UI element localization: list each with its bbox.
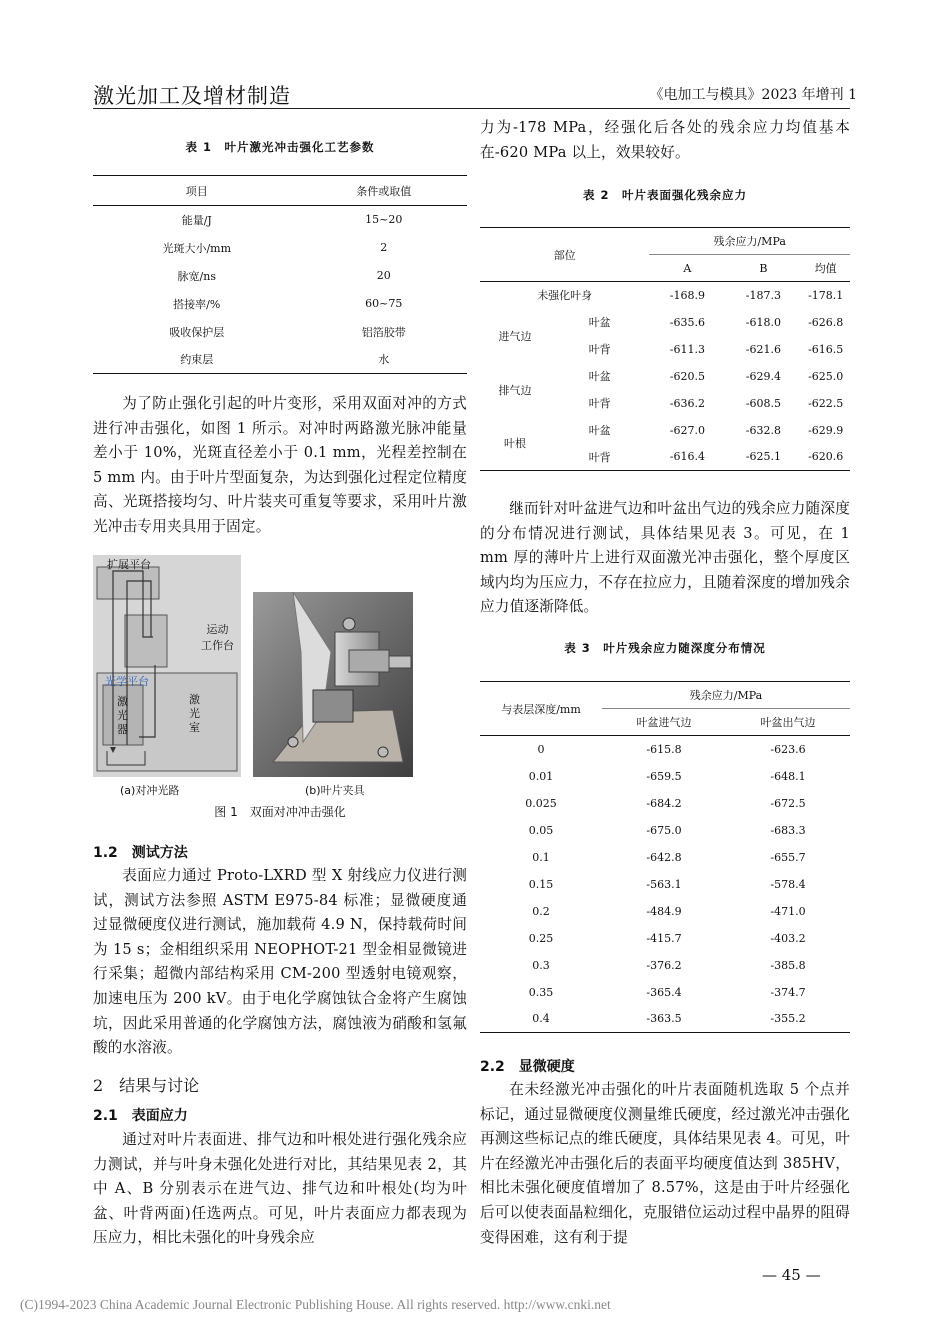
table3-cell-value: -376.2 (646, 958, 682, 972)
table2-header-stress: 残余应力/MPa (649, 228, 850, 255)
table1-cell-item: 吸收保护层 (169, 325, 225, 339)
table3-row (480, 736, 850, 763)
table3-cell-depth: 0.4 (532, 1012, 550, 1026)
table3-cell-value: -642.8 (646, 850, 682, 864)
table2-cell-value: -625.0 (808, 369, 844, 383)
table1-cell-value: 60~75 (365, 297, 403, 310)
table2-cell-value: -608.5 (745, 396, 781, 410)
table2-cell-value: -636.2 (669, 396, 705, 410)
table3-cell-depth: 0.025 (525, 796, 557, 810)
table1-row (93, 318, 467, 346)
section-2-2-title: 2.2 显微硬度 (480, 1059, 575, 1075)
table3-cell-value: -675.0 (646, 823, 682, 837)
page-number: — 45 — (762, 1266, 821, 1284)
table2-cell-group: 进气边 (498, 329, 532, 343)
table3-cell-depth: 0.3 (532, 958, 550, 972)
table2-cell-value: -632.8 (745, 423, 781, 437)
table3-cell-depth: 0.15 (528, 877, 554, 891)
table2-row (480, 309, 850, 336)
running-header-left: 激光加工及增材制造 (93, 84, 291, 108)
table2-cell-value: -622.5 (808, 396, 844, 410)
table1-row (93, 262, 467, 290)
table3-cell-value: -684.2 (646, 796, 682, 810)
motion-stage-box (125, 615, 167, 667)
table3-header-outlet: 叶盆出气边 (760, 716, 816, 729)
table2-cell-value: -616.4 (669, 450, 705, 464)
table3-cell-value: -385.8 (770, 958, 806, 972)
table2-cell-side: 叶背 (588, 397, 611, 410)
copyright-footer: (C)1994-2023 China Academic Journal Electronic Publishing House. All rights reserved. http://www.cnki.net (20, 1297, 611, 1312)
table2-header-a: A (683, 261, 692, 275)
table3-cell-depth: 0.1 (532, 850, 550, 864)
table2-cell-value: -611.3 (669, 342, 705, 356)
table3-row (480, 790, 850, 817)
table3-row (480, 898, 850, 925)
label-optical-platform: 光学平台 (105, 675, 149, 688)
table1-row (93, 234, 467, 262)
table3-row (480, 979, 850, 1006)
table2-cell-side: 叶背 (588, 450, 611, 464)
table3-cell-value: -363.5 (646, 1012, 682, 1026)
table2-cell-side: 叶盆 (588, 316, 611, 329)
table1-cell-item: 能量/J (181, 213, 212, 227)
table3-cell-depth: 0.01 (528, 769, 554, 783)
figure1b-photo (253, 592, 413, 777)
header-rule (93, 108, 850, 109)
table3-cell-depth: 0.25 (528, 931, 554, 945)
paragraph-fixture: 为了防止强化引起的叶片变形，采用双面对冲的方式进行冲击强化，如图 1 所示。对冲时两路激光脉冲能量差小于 10%，光斑直径差小于 0.1 mm，光程差控制在 5 mm 内。由于叶片型面复杂，为达到强化过程定位精度高、光斑搭接均匀、叶片装夹可重复等要求，采用叶片激光冲击专用夹具用于固定。 (93, 395, 467, 535)
table3-cell-depth: 0.35 (528, 985, 554, 999)
table3-cell-value: -659.5 (646, 769, 682, 783)
table3-row (480, 925, 850, 952)
table3-cell-value: -563.1 (646, 877, 682, 891)
blade-fixture-photo (253, 592, 413, 777)
figure1-caption: 图 1 双面对冲冲击强化 (214, 805, 346, 819)
table2-cell-value: -618.0 (745, 315, 781, 329)
table1-row (93, 290, 467, 318)
table3-cell-value: -648.1 (770, 769, 806, 783)
table3-cell-value: -403.2 (770, 931, 806, 945)
section-2-2-text: 在未经激光冲击强化的叶片表面随机选取 5 个点并标记，通过显微硬度仪测量维氏硬度，经过激光冲击强化再测这些标记点的维氏硬度，具体结果见表 4。可见，叶片在经激光冲击强化后的表面平均硬度值达到 385HV，相比未强化硬度值增加了 8.57%，这是由于叶片经强化后可以使表面晶粒细化，克服错位运动过程中晶界的阻碍变得困难，这有利于提 (480, 1081, 850, 1246)
table3-row (480, 817, 850, 844)
table2-caption: 表 2 叶片表面强化残余应力 (582, 188, 747, 202)
label-laser-room: 激 光 室 (189, 693, 200, 734)
table1-header-item: 项目 (185, 184, 208, 198)
table2-cell-value: -635.6 (669, 315, 705, 329)
table3-row (480, 1006, 850, 1033)
table2-header-b: B (759, 261, 768, 275)
table2-cell-group: 叶根 (504, 437, 526, 451)
table1 (93, 175, 467, 374)
table2-row (480, 417, 850, 444)
table3-row (480, 871, 850, 898)
table3-cell-value: -578.4 (770, 877, 806, 891)
table2-cell-part: 未强化叶身 (537, 289, 593, 303)
table2-cell-group: 排气边 (498, 383, 532, 397)
optical-path-diagram (93, 555, 241, 777)
table2 (480, 227, 850, 471)
table3-cell-value: -355.2 (770, 1012, 806, 1026)
table2-cell-value: -620.6 (808, 450, 844, 464)
table1-cell-item: 光斑大小/mm (162, 241, 232, 255)
label-expand-platform: 扩展平台 (107, 558, 151, 571)
table3-cell-value: -615.8 (646, 742, 682, 756)
section-2-title: 2 结果与讨论 (93, 1076, 200, 1095)
table2-cell-value: -625.1 (745, 450, 781, 464)
figure1b-label: (b)叶片夹具 (305, 784, 365, 797)
table3-caption: 表 3 叶片残余应力随深度分布情况 (564, 641, 766, 655)
table3-header-stress: 残余应力/MPa (602, 682, 850, 709)
label-motion-stage: 运动 工作台 (201, 623, 234, 652)
table2-cell-side: 叶盆 (588, 424, 611, 437)
table3-cell-value: -374.7 (770, 985, 806, 999)
table3 (480, 681, 850, 1033)
table1-row (93, 206, 467, 234)
right-para-depth: 继而针对叶盆进气边和叶盆出气边的残余应力随深度的分布情况进行测试，具体结果见表 3。可见，在 1 mm 厚的薄叶片上进行双面激光冲击强化，整个厚度区域内均为压应力，不存在拉应力，且随着深度的增加残余应力值逐渐降低。 (480, 500, 850, 616)
table2-row (480, 282, 850, 309)
table3-cell-value: -365.4 (646, 985, 682, 999)
table2-cell-value: -629.9 (808, 423, 844, 437)
table2-cell-value: -620.5 (669, 369, 705, 383)
table3-row (480, 763, 850, 790)
table3-row (480, 952, 850, 979)
table2-cell-side: 叶背 (588, 343, 611, 356)
table3-cell-depth: 0.2 (532, 904, 550, 918)
table2-cell-value: -629.4 (745, 369, 781, 383)
label-laser: 激 光 器 (117, 695, 128, 736)
table2-cell-value: -616.5 (808, 342, 844, 356)
figure1a-label: (a)对冲光路 (120, 784, 180, 797)
table2-cell-value: -168.9 (669, 288, 705, 302)
table1-cell-value: 水 (378, 353, 390, 367)
table3-cell-value: -623.6 (770, 742, 806, 756)
table3-header-inlet: 叶盆进气边 (636, 716, 692, 729)
table3-row (480, 844, 850, 871)
running-header-right: 《电加工与模具》2023 年增刊 1 (649, 87, 857, 103)
table2-cell-value: -187.3 (745, 288, 781, 302)
table2-header-part: 部位 (480, 228, 649, 282)
table3-cell-value: -471.0 (770, 904, 806, 918)
figure1a-diagram (93, 555, 241, 777)
right-top-text: 力为-178 MPa，经强化后各处的残余应力均值基本在-620 MPa 以上，效果较好。 (480, 119, 850, 161)
table1-cell-item: 搭接率/% (173, 297, 221, 311)
table1-cell-value: 铝箔胶带 (361, 325, 406, 339)
table3-cell-depth: 0.05 (528, 823, 554, 837)
table3-cell-value: -655.7 (770, 850, 806, 864)
section-1-2-text: 表面应力通过 Proto-LXRD 型 X 射线应力仪进行测试，测试方法参照 ASTM E975-84 标准；显微硬度通过显微硬度仪进行测试，施加载荷 4.9 N，保持载荷时间为 15 s；金相组织采用 NEOPHOT-21 型金相显微镜进行采集；超微内部结构采用 CM-200 型透射电镜观察，加速电压为 200 kV。由于电化学腐蚀钛合金将产生腐蚀坑，因此采用普通的化学腐蚀方法，腐蚀液为硝酸和氢氟酸的水溶液。 (93, 867, 467, 1057)
table3-header-depth: 与表层深度/mm (480, 682, 602, 736)
table2-cell-value: -621.6 (745, 342, 781, 356)
table3-cell-value: -415.7 (646, 931, 682, 945)
table1-row (93, 346, 467, 374)
table3-cell-depth: 0 (537, 742, 545, 756)
table1-header-value: 条件或取值 (356, 184, 412, 198)
table1-cell-item: 脉宽/ns (177, 269, 216, 283)
table2-row (480, 363, 850, 390)
table3-cell-value: -672.5 (770, 796, 806, 810)
table1-cell-value: 20 (376, 269, 391, 282)
table2-cell-value: -626.8 (808, 315, 844, 329)
table1-cell-value: 2 (380, 241, 388, 254)
section-2-1-title: 2.1 表面应力 (93, 1108, 188, 1124)
table1-cell-value: 15~20 (365, 213, 403, 227)
table2-header-mean: 均值 (814, 262, 837, 275)
section-2-1-text: 通过对叶片表面进、排气边和叶根处进行强化残余应力测试，并与叶身未强化处进行对比，其结果见表 2，其中 A、B 分别表示在进气边、排气边和叶根处(均为叶盆、叶背两面)任选两点。可见，叶片表面应力都表现为压应力，相比未强化的叶身残余应 (93, 1131, 467, 1247)
table2-cell-value: -178.1 (808, 288, 844, 302)
table2-cell-value: -627.0 (669, 423, 705, 437)
table2-cell-side: 叶盆 (588, 370, 611, 383)
table3-cell-value: -683.3 (770, 823, 806, 837)
table1-caption: 表 1 叶片激光冲击强化工艺参数 (185, 140, 375, 154)
table1-cell-item: 约束层 (180, 353, 214, 367)
section-1-2-title: 1.2 测试方法 (93, 845, 188, 861)
table3-cell-value: -484.9 (646, 904, 682, 918)
